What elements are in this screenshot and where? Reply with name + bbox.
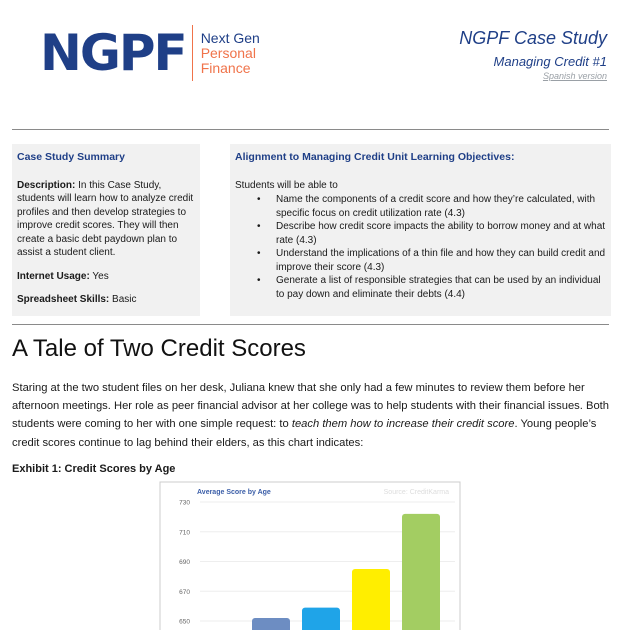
logo-line-1: Next Gen [200,29,260,46]
spanish-version-link[interactable]: Spanish version [542,71,607,81]
objective-item: • Describe how credit score impacts the ability to borrow money and at what rate (4.3) [254,220,606,247]
chart-bar [252,618,290,630]
chart-bar [352,569,390,630]
intro-text-end: . Young people’s credit scores continue to lag behind their elders, as this chart indicates: [12,418,597,449]
y-tick-label: 690 [179,559,190,566]
chart-bar [302,608,340,630]
intro-text-emphasis: teach them how to increase their credit score [291,418,515,431]
alignment-heading: Alignment to Managing Credit Unit Learning Objectives: [235,151,515,163]
y-tick-label: 710 [179,529,190,537]
objectives-intro: Students will be able to [235,179,338,191]
y-tick-label: 650 [179,618,190,626]
chart-bar [402,514,440,630]
summary-heading: Case Study Summary [17,151,125,163]
y-tick-label: 730 [179,499,190,507]
spreadsheet-skills-label: Spreadsheet Skills: [17,294,110,305]
objective-item: • Understand the implications of a thin file and how they can build credit and improve their score (4.3) [254,247,606,274]
logo-line-2: Personal [200,44,256,61]
case-study-subtitle: Managing Credit #1 [493,54,607,69]
case-study-title: NGPF Case Study [459,28,607,48]
objective-item: • Name the components of a credit score and how they’re calculated, with specific focus on credit utilization rate (4.3) [254,193,606,220]
page-title: A Tale of Two Credit Scores [12,335,306,362]
y-tick-label: 670 [179,588,190,596]
logo-mark: NGPF [40,24,186,82]
objective-item: • Generate a list of responsible strategies that can be used by an individual to pay down and eliminate their debts (4.4) [254,274,606,301]
chart-title: Average Score by Age [197,489,271,496]
description-text: In this Case Study, students will learn how to analyze credit profiles and then develop strategies to improve credit scores. They will then create a basic debt paydown plan to assist a student client. [17,179,194,258]
spreadsheet-skills-value: Basic [109,294,137,305]
logo-line-3: Finance [200,59,251,76]
chart-source: Source: CreditKarma [383,489,449,496]
exhibit-title: Exhibit 1: Credit Scores by Age [12,463,176,475]
internet-usage-label: Internet Usage: [17,270,90,282]
description-label: Description: [17,179,76,191]
internet-usage-value: Yes [89,270,109,282]
intro-text-start: Staring at the two student files on her desk, Juliana knew that she only had a few minutes to review them before her afternoon meetings. Her role as peer financial advisor at her college was to help students with their financial issues. Both students were coming to her with one simple request: to [12,382,609,431]
